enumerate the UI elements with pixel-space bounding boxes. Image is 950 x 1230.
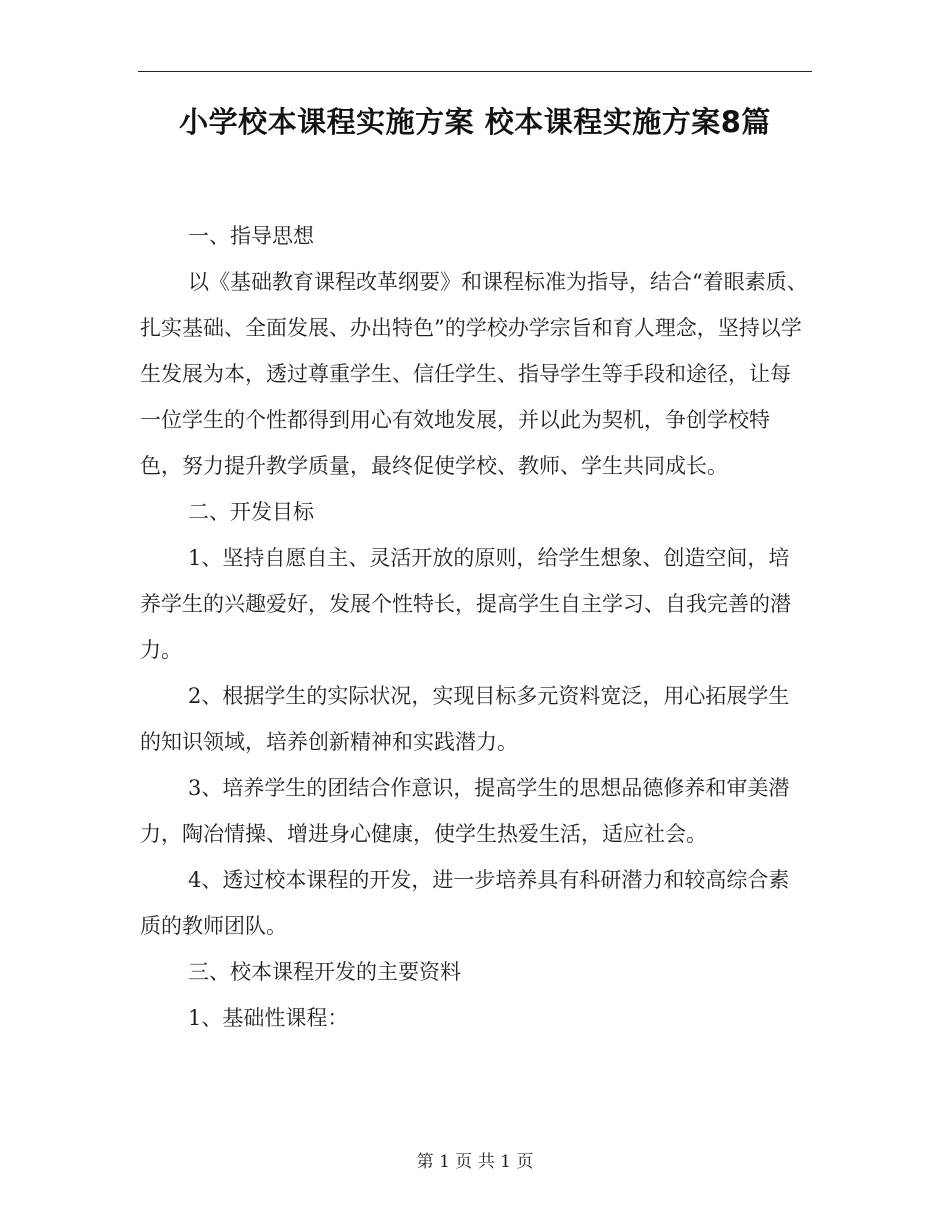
section-heading-development-goals: 二、开发目标 bbox=[188, 500, 314, 524]
paragraph-goal-4: 4、透过校本课程的开发，进一步培养具有科研潜力和较高综合素质的教师团队。 bbox=[140, 868, 790, 938]
document-body bbox=[140, 213, 808, 1041]
header-rule bbox=[138, 71, 812, 72]
page-number-footer: 第 1 页 共 1 页 bbox=[416, 1152, 534, 1172]
section-heading-guiding-ideology: 一、指导思想 bbox=[188, 224, 314, 248]
paragraph-goal-1: 1、坚持自愿自主、灵活开放的原则，给学生想象、创造空间，培养学生的兴趣爱好，发展个性特长，提高学生自主学习、自我完善的潜力。 bbox=[140, 546, 791, 662]
section-heading-main-content: 三、校本课程开发的主要资料 bbox=[188, 960, 461, 984]
paragraph-guiding-ideology: 以《基础教育课程改革纲要》和课程标准为指导，结合“着眼素质、扎实基础、全面发展、办出特色”的学校办学宗旨和育人理念，坚持以学生发展为本，透过尊重学生、信任学生、指导学生等手段和途径，让每一位学生的个性都得到用心有效地发展，并以此为契机，争创学校特色，努力提升教学质量，最终促使学校、教师、学生共同成长。 bbox=[140, 270, 808, 478]
paragraph-goal-3: 3、培养学生的团结合作意识，提高学生的思想品德修养和审美潜力，陶冶情操、增进身心健康，使学生热爱生活，适应社会。 bbox=[140, 776, 790, 846]
subheading-basic-courses: 1、基础性课程： bbox=[188, 1006, 349, 1030]
document-title: 小学校本课程实施方案 校本课程实施方案8篇 bbox=[179, 105, 771, 139]
paragraph-goal-2: 2、根据学生的实际状况，实现目标多元资料宽泛，用心拓展学生的知识领域，培养创新精神和实践潜力。 bbox=[140, 684, 790, 754]
